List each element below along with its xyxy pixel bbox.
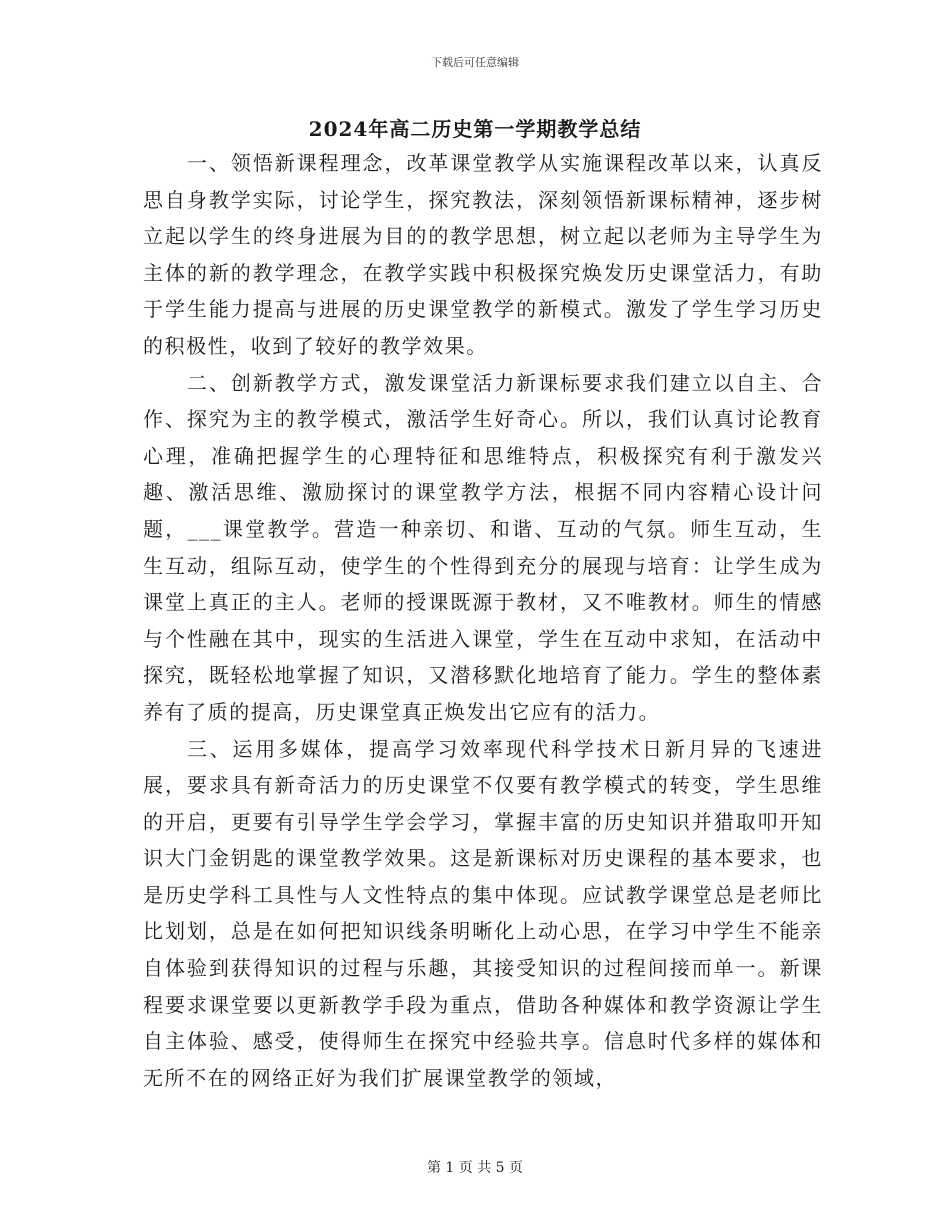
document-title: 2024年高二历史第一学期教学总结 (308, 117, 642, 141)
page-header-note: 下载后可任意编辑 (431, 56, 519, 69)
page-number: 第 1 页 共 5 页 (426, 1160, 524, 1176)
paragraph-3: 三、运用多媒体，提高学习效率现代科学技术日新月异的飞速进展，要求具有新奇活力的历史课堂不仅要有教学模式的转变，学生思维的开启，更要有引导学生学会学习，掌握丰富的历史知识并猎取叩开知识大门金钥匙的课堂教学效果。这是新课标对历史课程的基本要求，也是历史学科工具性与人文性特点的集中体现。应试教学课堂总是老师比比划划，总是在如何把知识线条明晰化上动心思，在学习中学生不能亲自体验到获得知识的过程与乐趣，其接受知识的过程间接而单一。新课程要求课堂要以更新教学手段为重点，借助各种媒体和教学资源让学生自主体验、感受，使得师生在探究中经验共享。信息时代多样的媒体和无所不在的网络正好为我们扩展课堂教学的领域， (143, 736, 823, 1090)
document-body (143, 145, 823, 1096)
paragraph-2: 二、创新教学方式，激发课堂活力新课标要求我们建立以自主、合作、探究为主的教学模式，激活学生好奇心。所以，我们认真讨论教育心理，准确把握学生的心理特征和思维特点，积极探究有利于激发兴趣、激活思维、激励探讨的课堂教学方法，根据不同内容精心设计问题，___课堂教学。营造一种亲切、和谐、互动的气氛。师生互动，生生互动，组际互动，使学生的个性得到充分的展现与培育：让学生成为课堂上真正的主人。老师的授课既源于教材，又不唯教材。师生的情感与个性融在其中，现实的生活进入课堂，学生在互动中求知，在活动中探究，既轻松地掌握了知识，又潜移默化地培育了能力。学生的整体素养有了质的提高，历史课堂真正焕发出它应有的活力。 (143, 370, 823, 724)
paragraph-1: 一、领悟新课程理念，改革课堂教学从实施课程改革以来，认真反思自身教学实际，讨论学生，探究教法，深刻领悟新课标精神，逐步树立起以学生的终身进展为目的的教学思想，树立起以老师为主导学生为主体的新的教学理念，在教学实践中积极探究焕发历史课堂活力，有助于学生能力提高与进展的历史课堂教学的新模式。激发了学生学习历史的积极性，收到了较好的教学效果。 (143, 151, 823, 358)
